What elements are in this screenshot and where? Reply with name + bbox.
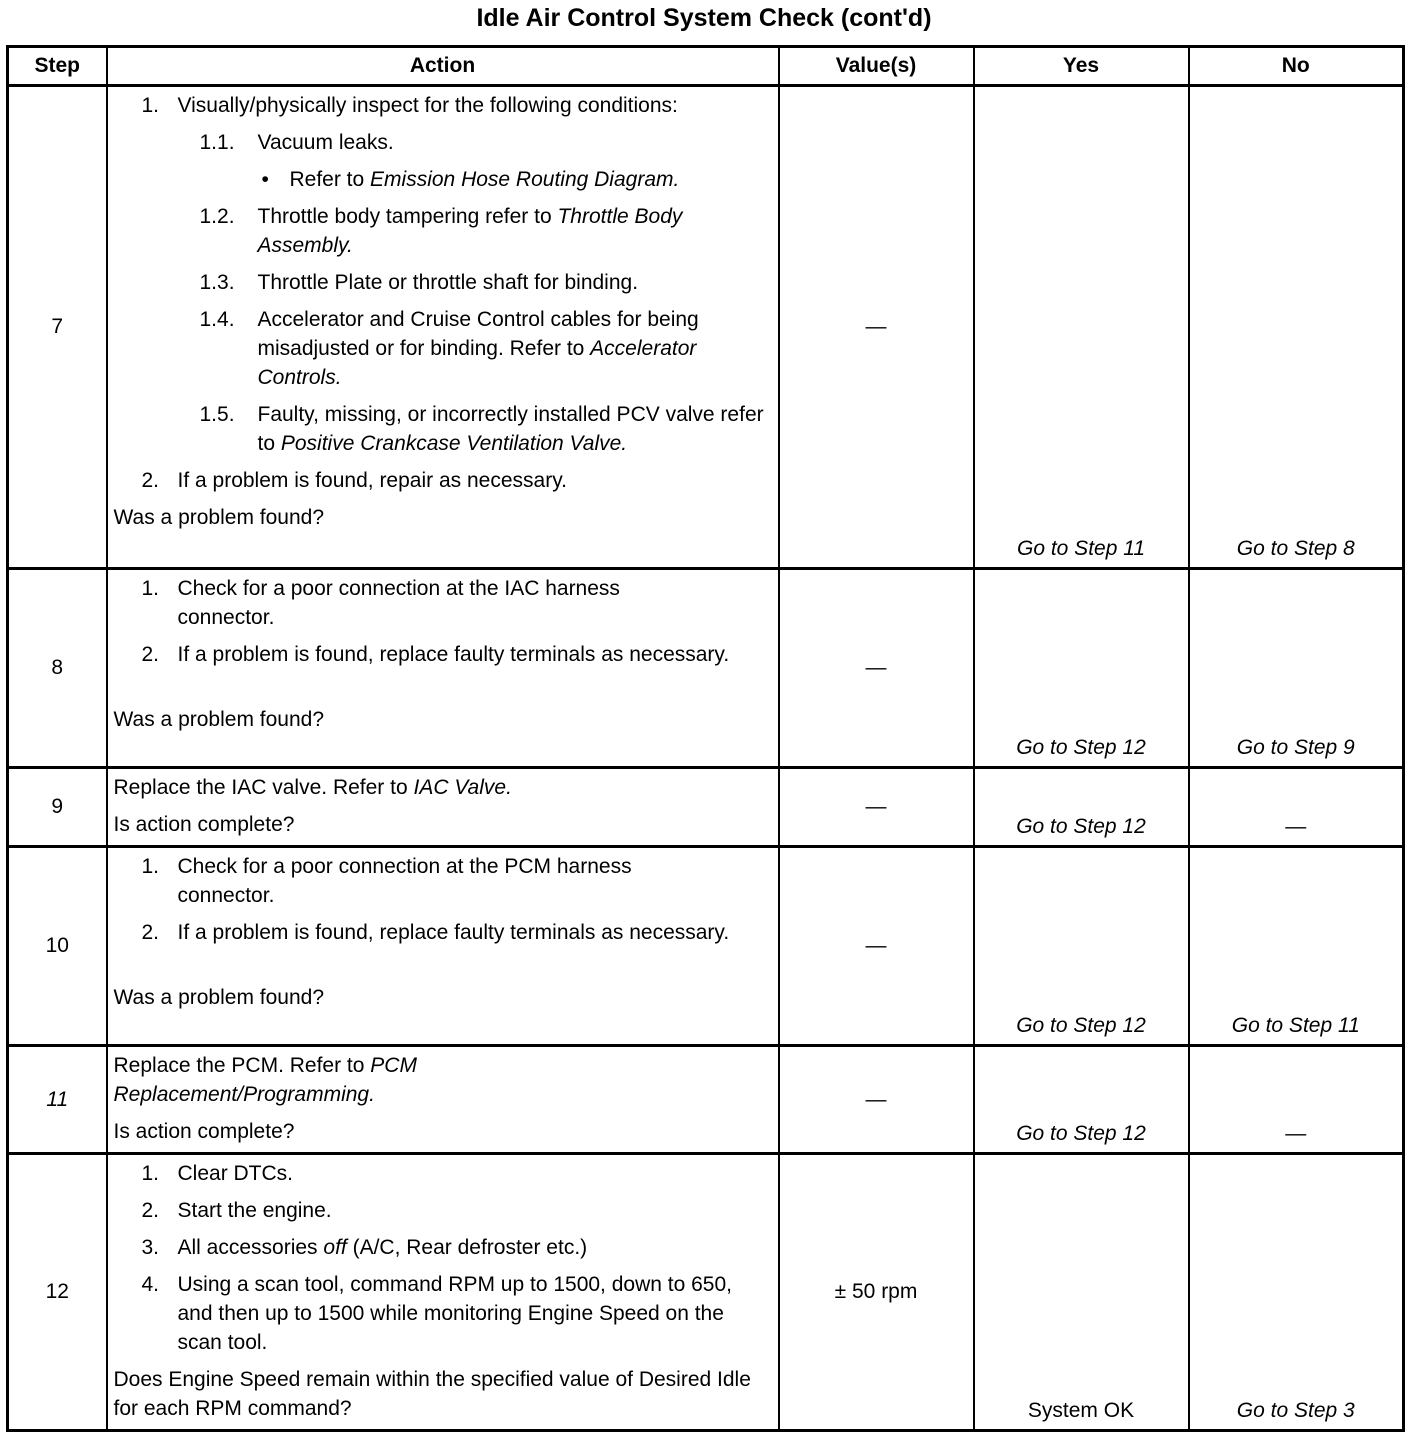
action-line: Replace the PCM. Refer to PCM Replacement/Programming. <box>113 1054 417 1106</box>
yes-cell: Go to Step 12 <box>974 768 1189 847</box>
action-item: 1. Check for a poor connection at the IAC harness connector. <box>141 577 620 629</box>
action-cell <box>107 86 779 569</box>
step-number: 9 <box>8 768 107 847</box>
action-cell <box>107 569 779 768</box>
page-title: Idle Air Control System Check (cont'd) <box>476 4 932 32</box>
idle-air-control-check-table <box>6 45 1405 1432</box>
action-line: Replace the IAC valve. Refer to IAC Valve. <box>113 776 512 799</box>
no-cell: Go to Step 3 <box>1189 1154 1404 1431</box>
action-cell <box>107 1046 779 1154</box>
table-row-step-10 <box>8 847 1404 1046</box>
header-yes: Yes <box>974 47 1189 86</box>
action-item: 2. If a problem is found, replace faulty terminals as necessary. <box>141 643 730 666</box>
action-item: 2. Start the engine. <box>141 1199 332 1222</box>
action-item: 2. If a problem is found, replace faulty terminals as necessary. <box>141 921 730 944</box>
table-row-step-12 <box>8 1154 1404 1431</box>
table-row-step-11 <box>8 1046 1404 1154</box>
action-question: Does Engine Speed remain within the specified value of Desired Idle for each RPM command? <box>113 1368 751 1420</box>
yes-cell: Go to Step 12 <box>974 1046 1189 1154</box>
reference-link: Emission Hose Routing Diagram. <box>370 168 680 191</box>
action-item: 4. Using a scan tool, command RPM up to 1500, down to 650, and then up to 1500 while monitoring Engine Speed on the scan tool. <box>141 1273 732 1354</box>
no-cell: Go to Step 11 <box>1189 847 1404 1046</box>
action-subitem: 1.1. Vacuum leaks. <box>199 131 394 154</box>
action-cell <box>107 847 779 1046</box>
action-subitem: 1.4. Accelerator and Cruise Control cables for being misadjusted or for binding. Refer to Accelerator Controls. <box>199 308 699 389</box>
step-number: 11 <box>8 1046 107 1154</box>
header-action: Action <box>107 47 779 86</box>
action-question: Was a problem found? <box>113 986 325 1009</box>
action-cell <box>107 768 779 847</box>
value-cell: ± 50 rpm <box>779 1154 974 1431</box>
action-question: Is action complete? <box>113 813 295 836</box>
yes-cell: Go to Step 12 <box>974 569 1189 768</box>
action-subitem: 1.2. Throttle body tampering refer to Throttle Body Assembly. <box>199 205 683 257</box>
action-item: 1. Check for a poor connection at the PCM harness connector. <box>141 855 632 907</box>
no-cell: Go to Step 9 <box>1189 569 1404 768</box>
no-cell: Go to Step 8 <box>1189 86 1404 569</box>
step-number: 12 <box>8 1154 107 1431</box>
value-cell: — <box>779 768 974 847</box>
reference-link: IAC Valve. <box>413 776 512 799</box>
action-item: 2. If a problem is found, repair as necessary. <box>141 469 567 492</box>
action-question: Was a problem found? <box>113 708 325 731</box>
action-item: 1. Visually/physically inspect for the following conditions: <box>141 94 678 117</box>
action-item: 1. Clear DTCs. <box>141 1162 294 1185</box>
value-cell: — <box>779 86 974 569</box>
action-item: 3. All accessories off (A/C, Rear defroster etc.) <box>141 1236 588 1259</box>
value-cell: — <box>779 847 974 1046</box>
value-cell: — <box>779 569 974 768</box>
action-subitem: 1.5. Faulty, missing, or incorrectly installed PCV valve refer to Positive Crankcase Ventilation Valve. <box>199 403 764 455</box>
no-cell: — <box>1189 768 1404 847</box>
value-cell: — <box>779 1046 974 1154</box>
action-cell <box>107 1154 779 1431</box>
header-step: Step <box>8 47 107 86</box>
table-row-step-7 <box>8 86 1404 569</box>
header-values: Value(s) <box>779 47 974 86</box>
step-number: 7 <box>8 86 107 569</box>
reference-link: Positive Crankcase Ventilation Valve. <box>280 432 628 455</box>
table-row-step-9 <box>8 768 1404 847</box>
table-row-step-8 <box>8 569 1404 768</box>
reference-link: PCM Replacement/Programming. <box>113 1054 417 1106</box>
yes-cell: Go to Step 11 <box>974 86 1189 569</box>
table-header-row <box>8 47 1404 86</box>
step-number: 10 <box>8 847 107 1046</box>
yes-cell: System OK <box>974 1154 1189 1431</box>
reference-link: Accelerator Controls. <box>257 337 697 389</box>
reference-link: Throttle Body Assembly. <box>257 205 683 257</box>
action-bullet: • Refer to Emission Hose Routing Diagram. <box>261 168 680 191</box>
no-cell: — <box>1189 1046 1404 1154</box>
action-question: Is action complete? <box>113 1120 295 1143</box>
yes-cell: Go to Step 12 <box>974 847 1189 1046</box>
action-subitem: 1.3. Throttle Plate or throttle shaft for binding. <box>199 271 639 294</box>
action-question: Was a problem found? <box>113 506 325 529</box>
step-number: 8 <box>8 569 107 768</box>
header-no: No <box>1189 47 1404 86</box>
